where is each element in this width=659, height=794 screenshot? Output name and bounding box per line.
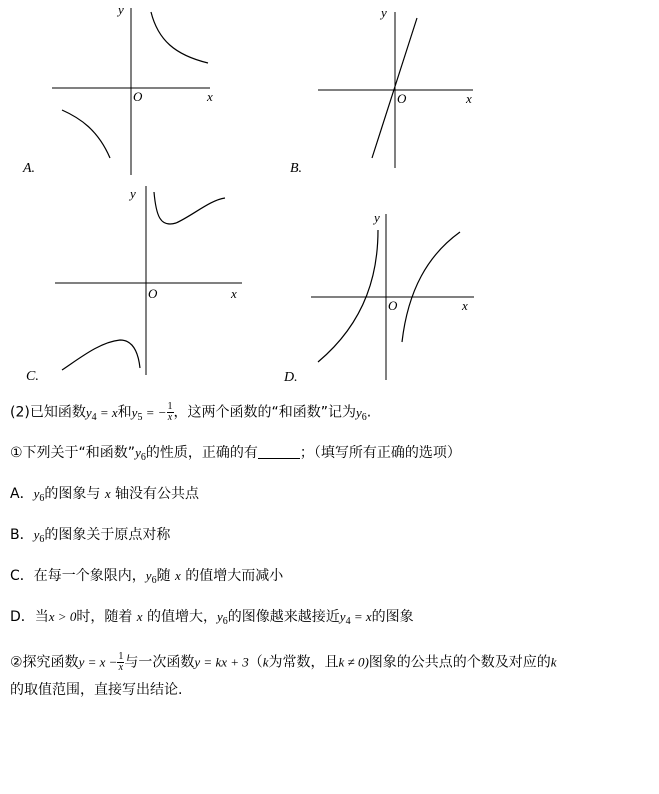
- curve-upper: [151, 12, 208, 63]
- x-axis-label: x: [462, 298, 468, 313]
- option-label: B.: [290, 161, 303, 176]
- answer-blank[interactable]: [258, 444, 300, 459]
- x-axis-label: x: [231, 286, 237, 301]
- fraction-1-over-x: $\frac{1}{x}$: [167, 401, 173, 423]
- condition-expr: x > 0: [48, 609, 77, 624]
- option-label: A.: [23, 161, 36, 176]
- option-a: A．$y_6$的图象与 x 轴没有公共点: [10, 486, 200, 504]
- graph-b: [285, 0, 485, 180]
- option-label: C.: [26, 369, 39, 384]
- graph-b-svg: [285, 0, 485, 180]
- y4-expr: $y_4 = x$: [339, 609, 372, 627]
- y-axis-label: y: [374, 210, 380, 225]
- graph-c-svg: [20, 180, 250, 390]
- q2-sub1: ①下列关于“和函数$”y_6$的性质，正确的有 ；（填写所有正确的选项）: [10, 445, 461, 463]
- k-condition: k ≠ 0): [338, 654, 369, 670]
- y6-expr: $y_6$: [33, 527, 45, 545]
- y6-expr: $y_6$: [356, 404, 367, 423]
- q2-sub2: ②探究函数y = x − $\frac{1}{x}$ 与一次函数y = kx + 3（k为常数，且k ≠ 0)图象的公共点的个数及对应的k: [10, 651, 557, 673]
- y-axis-label: y: [118, 2, 124, 17]
- q2-intro-prefix: (2)已知函数: [10, 404, 86, 421]
- y-axis-label: y: [381, 5, 387, 20]
- curve-right: [402, 232, 460, 342]
- graph-a: [20, 0, 230, 180]
- curve-lower: [62, 110, 110, 158]
- curve-upper: [154, 192, 225, 224]
- q2-intro-mid: ，这两个函数的“和函数”记为: [173, 404, 357, 421]
- x-axis-label: x: [466, 91, 472, 106]
- graph-d-svg: [278, 200, 478, 390]
- graph-d: [278, 200, 478, 390]
- origin-label: O: [148, 286, 158, 301]
- option-label: D.: [284, 370, 298, 385]
- func-expr: y = x −: [78, 654, 118, 670]
- and-text: 和: [117, 404, 132, 421]
- y6-expr: $y_6$: [217, 609, 228, 627]
- x-axis-label: x: [207, 89, 213, 104]
- y4-expr: $y_4 = x$: [85, 404, 118, 423]
- option-d: D．当x > 0时，随着 x 的值增大，$y_6$的图像越来越接近$y_4 = x$的图象: [10, 609, 414, 627]
- q2-sub2-line2: 的取值范围，直接写出结论.: [10, 682, 183, 698]
- curve-left: [318, 230, 378, 362]
- curve-lower: [62, 340, 140, 370]
- y-axis-label: y: [130, 186, 136, 201]
- y6-expr: $y_6$: [145, 568, 157, 586]
- linear-expr: y = kx + 3: [194, 654, 249, 670]
- option-b: B．$y_6$的图象关于原点对称: [10, 527, 171, 545]
- origin-label: O: [388, 298, 398, 313]
- graph-c: [20, 180, 250, 390]
- y6-expr: $y_6$: [135, 445, 146, 463]
- option-c: C．在每一个象限内，$y_6$随 x 的值增大而减小: [10, 568, 284, 586]
- q2-intro: (2)已知函数$y_4 = x$和$y_5$ = − $\frac{1}{x}$ ，这两个函数的“和函数”记为$y_6$.: [10, 401, 372, 423]
- y6-expr: $y_6$: [33, 486, 45, 504]
- origin-label: O: [133, 89, 143, 104]
- graph-a-svg: [20, 0, 230, 180]
- origin-label: O: [397, 91, 407, 106]
- y5-expr: $y_5$ = −: [131, 404, 167, 423]
- fraction-1-over-x: $\frac{1}{x}$: [118, 651, 124, 673]
